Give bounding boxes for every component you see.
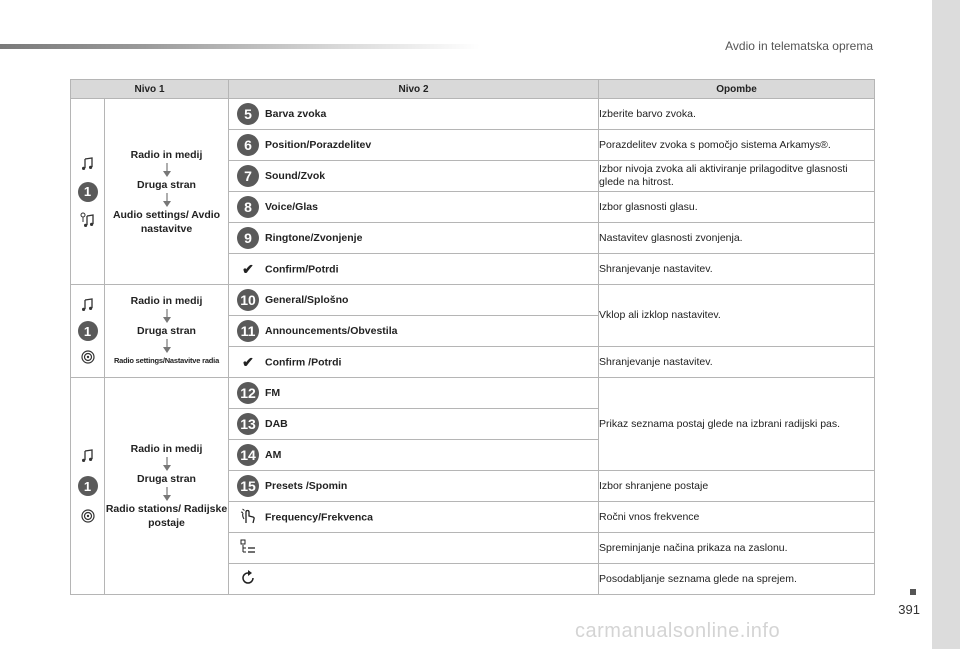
- table-row: [71, 378, 875, 409]
- group1-path: [105, 99, 229, 285]
- note-text: Izbor glasnosti glasu.: [599, 192, 875, 223]
- group2-icons: [71, 285, 105, 378]
- menu-item-label: Barva zvoka: [265, 108, 327, 120]
- menu-item-label: Presets /Spomin: [265, 480, 348, 492]
- step-badge-1: 1: [78, 476, 98, 496]
- menu-item-label: Frequency/Frekvenca: [265, 511, 373, 523]
- menu-item-label: Sound/Zvok: [265, 170, 326, 182]
- number-badge-8: 8: [237, 196, 259, 218]
- path-step-radio-media: Radio in medij: [130, 443, 203, 455]
- note-text: Prikaz seznama postaj glede na izbrani radijski pas.: [599, 378, 875, 471]
- music-note-icon: [80, 156, 96, 172]
- path-step-radio-stations: Radio stations/ Radijske postaje: [105, 503, 228, 529]
- radio-stations-icon: [80, 508, 96, 524]
- path-step-second-page: Druga stran: [137, 178, 196, 191]
- number-badge-9: 9: [237, 227, 259, 249]
- arrow-down-icon: [161, 163, 173, 177]
- page-header-title: Avdio in telematska oprema: [725, 39, 873, 53]
- menu-item-label: Announcements/Obvestila: [265, 325, 398, 337]
- group3-path: [105, 378, 229, 595]
- arrow-down-icon: [161, 309, 173, 323]
- audio-settings-icon: [80, 212, 96, 228]
- number-badge-7: 7: [237, 165, 259, 187]
- hand-tap-icon: [237, 507, 259, 528]
- number-badge-13: 13: [237, 413, 259, 435]
- path-step-second-page: Druga stran: [137, 473, 196, 485]
- menu-item-refresh-list[interactable]: [229, 564, 599, 595]
- table-row: [71, 99, 875, 130]
- menu-item-am[interactable]: [229, 440, 599, 471]
- number-badge-14: 14: [237, 444, 259, 466]
- arrow-down-icon: [161, 193, 173, 207]
- number-badge-6: 6: [237, 134, 259, 156]
- menu-item-label: AM: [265, 449, 282, 461]
- checkmark-icon: ✔: [242, 260, 254, 277]
- menu-item-label: Position/Porazdelitev: [265, 139, 372, 151]
- note-text: Spreminjanje načina prikaza na zaslonu.: [599, 533, 875, 564]
- arrow-down-icon: [161, 457, 173, 471]
- menu-item-label: Voice/Glas: [265, 201, 318, 213]
- menu-item-fm[interactable]: [229, 378, 599, 409]
- path-step-radio-media: Radio in medij: [130, 148, 203, 161]
- path-step-second-page: Druga stran: [137, 325, 196, 337]
- number-badge-12: 12: [237, 382, 259, 404]
- note-text: Ročni vnos frekvence: [599, 502, 875, 533]
- menu-item-label: Ringtone/Zvonjenje: [265, 232, 363, 244]
- list-view-icon: [237, 538, 259, 559]
- menu-item-label: FM: [265, 387, 281, 399]
- column-header-level2: Nivo 2: [229, 80, 599, 99]
- note-text: Izbor nivoja zvoka ali aktiviranje prilagoditve glasnosti glede na hitrost.: [599, 161, 875, 192]
- path-step-audio-settings: Audio settings/ Avdio nastavitve: [112, 208, 221, 235]
- refresh-icon: [237, 569, 259, 590]
- note-text: Porazdelitev zvoka s pomočjo sistema Arkamys®.: [599, 130, 875, 161]
- music-note-icon: [80, 297, 96, 313]
- step-badge-1: 1: [78, 182, 98, 202]
- menu-item-dab[interactable]: [229, 409, 599, 440]
- table-header-row: [71, 80, 875, 99]
- menu-item-ringtone[interactable]: [229, 223, 599, 254]
- menu-item-label: DAB: [265, 418, 288, 430]
- menu-item-announcements[interactable]: [229, 316, 599, 347]
- page-corner-mark: [910, 589, 916, 595]
- step-badge-1: 1: [78, 321, 98, 341]
- column-header-notes: Opombe: [599, 80, 875, 99]
- page-number: 391: [898, 602, 920, 617]
- menu-item-position[interactable]: [229, 130, 599, 161]
- number-badge-11: 11: [237, 320, 259, 342]
- group1-icons: [71, 99, 105, 285]
- note-text: Izberite barvo zvoka.: [599, 99, 875, 130]
- table-row: [71, 285, 875, 316]
- menu-item-label: Confirm /Potrdi: [265, 356, 342, 368]
- note-text: Shranjevanje nastavitev.: [599, 254, 875, 285]
- watermark: carmanualsonline.info: [575, 620, 781, 642]
- note-text: Vklop ali izklop nastavitev.: [599, 285, 875, 347]
- side-strip: [932, 0, 960, 649]
- radio-settings-icon: [80, 349, 96, 365]
- group3-icons: [71, 378, 105, 595]
- note-text: Posodabljanje seznama glede na sprejem.: [599, 564, 875, 595]
- menu-item-frequency[interactable]: [229, 502, 599, 533]
- path-step-radio-settings: Radio settings/Nastavitve radia: [113, 356, 220, 365]
- group2-path: [105, 285, 229, 378]
- arrow-down-icon: [161, 487, 173, 501]
- note-text: Nastavitev glasnosti zvonjenja.: [599, 223, 875, 254]
- arrow-down-icon: [161, 339, 173, 353]
- column-header-level1: Nivo 1: [71, 80, 229, 99]
- path-step-radio-media: Radio in medij: [130, 295, 203, 307]
- menu-item-confirm[interactable]: [229, 347, 599, 378]
- header-gradient-bar: [0, 44, 480, 49]
- checkmark-icon: ✔: [242, 353, 254, 370]
- number-badge-10: 10: [237, 289, 259, 311]
- music-note-icon: [80, 448, 96, 464]
- note-text: Shranjevanje nastavitev.: [599, 347, 875, 378]
- menu-item-sound[interactable]: [229, 161, 599, 192]
- settings-menu-table: [70, 79, 875, 595]
- menu-item-display-mode[interactable]: [229, 533, 599, 564]
- menu-item-presets[interactable]: [229, 471, 599, 502]
- menu-item-confirm[interactable]: [229, 254, 599, 285]
- note-text: Izbor shranjene postaje: [599, 471, 875, 502]
- menu-item-label: General/Splošno: [265, 294, 349, 306]
- menu-item-sound-color[interactable]: [229, 99, 599, 130]
- menu-item-label: Confirm/Potrdi: [265, 263, 339, 275]
- menu-item-general[interactable]: [229, 285, 599, 316]
- number-badge-15: 15: [237, 475, 259, 497]
- menu-item-voice[interactable]: [229, 192, 599, 223]
- number-badge-5: 5: [237, 103, 259, 125]
